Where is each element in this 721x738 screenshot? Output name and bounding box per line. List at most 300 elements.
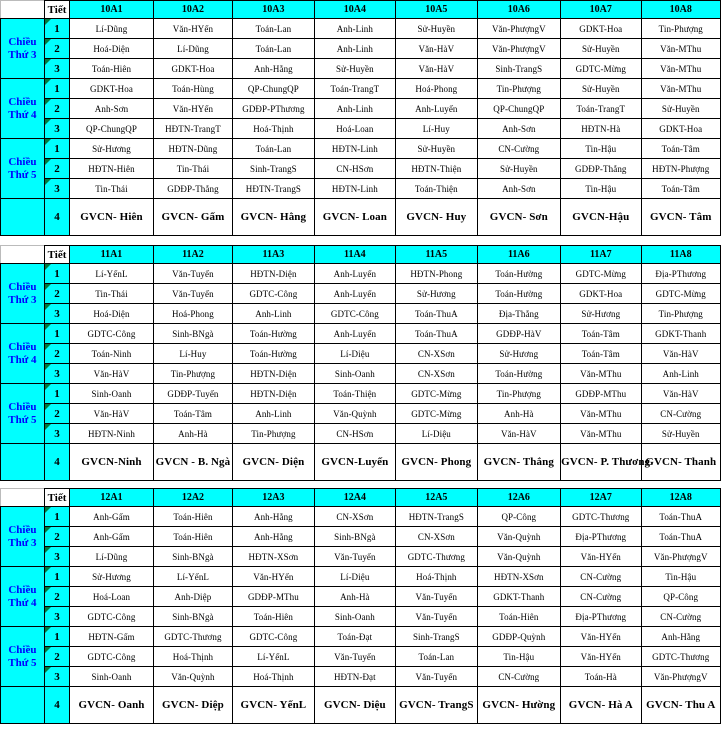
tiet-header: Tiết <box>44 246 69 264</box>
lesson-cell: GDĐP-PThương <box>233 99 314 119</box>
session-label-line: Thứ 3 <box>8 536 37 549</box>
class-header: 12A4 <box>314 489 395 507</box>
period-number: 1 <box>44 627 69 647</box>
lesson-cell: Toán-Tâm <box>153 404 232 424</box>
lesson-cell: Toán-ThuA <box>641 527 721 547</box>
lesson-row <box>1 119 721 139</box>
lesson-cell: Toán-Hiên <box>70 59 154 79</box>
lesson-cell: GDTC-Mừng <box>396 404 477 424</box>
lesson-cell: HĐTN-Dũng <box>153 139 232 159</box>
lesson-cell: Toán-Hường <box>233 344 314 364</box>
homeroom-cell: GVCN- YếnL <box>233 687 314 724</box>
lesson-cell: HĐTN-Ninh <box>70 424 154 444</box>
homeroom-cell: GVCN- Huy <box>396 199 477 236</box>
lesson-cell: Anh-Hằng <box>641 627 721 647</box>
lesson-cell: Anh-Gấm <box>70 507 154 527</box>
lesson-cell: Anh-Sơn <box>70 99 154 119</box>
lesson-cell: HĐTN-XSơn <box>233 547 314 567</box>
class-header: 10A4 <box>314 1 395 19</box>
lesson-cell: GDTC-Mừng <box>561 59 641 79</box>
lesson-cell: Toán-Lan <box>233 139 314 159</box>
lesson-cell: HĐTN-XSơn <box>477 567 561 587</box>
lesson-cell: Văn-Tuyến <box>153 264 232 284</box>
lesson-row <box>1 159 721 179</box>
period-number: 3 <box>44 667 69 687</box>
lesson-cell: Địa-PThương <box>641 264 721 284</box>
lesson-cell: HĐTN-Diện <box>233 264 314 284</box>
session-label <box>1 324 45 384</box>
session-label-line: Thứ 5 <box>8 168 37 181</box>
lesson-cell: GDTC-Mừng <box>396 384 477 404</box>
lesson-cell: Hoá-Phong <box>153 304 232 324</box>
lesson-row <box>1 627 721 647</box>
lesson-cell: Toán-Tâm <box>561 344 641 364</box>
lesson-cell: Toán-ThuA <box>396 304 477 324</box>
lesson-cell: Lí-Diệu <box>314 567 395 587</box>
lesson-cell: Toán-ThuA <box>641 507 721 527</box>
lesson-cell: Văn-HàV <box>477 424 561 444</box>
lesson-cell: Tin-Phượng <box>477 384 561 404</box>
lesson-row <box>1 19 721 39</box>
lesson-cell: Sinh-BNgà <box>153 324 232 344</box>
lesson-cell: Toán-Tâm <box>641 139 721 159</box>
homeroom-cell: GVCN- Gấm <box>153 199 232 236</box>
lesson-cell: Toán-Tâm <box>561 324 641 344</box>
lesson-cell: Địa-PThương <box>561 607 641 627</box>
lesson-cell: Tin-Hậu <box>561 139 641 159</box>
lesson-cell: Anh-Linh <box>233 404 314 424</box>
lesson-cell: GDĐP-MThu <box>561 384 641 404</box>
lesson-cell: Toán-ThuA <box>396 324 477 344</box>
corner-cell <box>1 489 45 507</box>
lesson-cell: GDTC-Công <box>314 304 395 324</box>
lesson-cell: Tin-Thái <box>70 284 154 304</box>
lesson-cell: CN-Cường <box>477 139 561 159</box>
lesson-cell: Toán-Hùng <box>153 79 232 99</box>
lesson-row <box>1 139 721 159</box>
lesson-cell: HĐTN-Đạt <box>314 667 395 687</box>
lesson-row <box>1 39 721 59</box>
class-header: 11A4 <box>314 246 395 264</box>
lesson-cell: Tin-Hậu <box>477 647 561 667</box>
lesson-cell: Tin-Thái <box>153 159 232 179</box>
lesson-cell: Anh-Diệp <box>153 587 232 607</box>
lesson-cell: HĐTN-Hà <box>561 119 641 139</box>
header-row <box>1 1 721 19</box>
lesson-cell: GDĐP-HàV <box>477 324 561 344</box>
lesson-cell: Hoá-Diện <box>70 39 154 59</box>
lesson-row <box>1 547 721 567</box>
lesson-cell: QP-ChungQP <box>477 99 561 119</box>
lesson-cell: Hoá-Thịnh <box>233 119 314 139</box>
lesson-cell: Lí-Dũng <box>70 547 154 567</box>
homeroom-row <box>1 199 721 236</box>
period-number: 3 <box>44 119 69 139</box>
period-number: 3 <box>44 424 69 444</box>
lesson-cell: Tin-Phượng <box>233 424 314 444</box>
lesson-cell: Hoá-Thịnh <box>153 647 232 667</box>
lesson-cell: Sinh-Oanh <box>70 384 154 404</box>
lesson-cell: Toán-Hiên <box>477 607 561 627</box>
lesson-cell: Văn-Tuyến <box>314 647 395 667</box>
lesson-row <box>1 667 721 687</box>
lesson-row <box>1 587 721 607</box>
lesson-cell: Hoá-Diện <box>70 304 154 324</box>
tiet-header: Tiết <box>44 489 69 507</box>
lesson-cell: Văn-HYến <box>561 547 641 567</box>
class-header: 10A1 <box>70 1 154 19</box>
class-header: 12A5 <box>396 489 477 507</box>
lesson-cell: Toán-Tâm <box>641 179 721 199</box>
lesson-row <box>1 59 721 79</box>
lesson-cell: Toán-Thiện <box>314 384 395 404</box>
lesson-cell: Văn-MThu <box>561 424 641 444</box>
timetable-block-1 <box>0 0 721 236</box>
period-number: 2 <box>44 587 69 607</box>
period-number: 2 <box>44 344 69 364</box>
class-header: 11A5 <box>396 246 477 264</box>
lesson-cell: QP-Công <box>641 587 721 607</box>
lesson-cell: GDĐP-Quỳnh <box>477 627 561 647</box>
lesson-cell: Toán-Lan <box>396 647 477 667</box>
session-label <box>1 139 45 199</box>
homeroom-row <box>1 687 721 724</box>
lesson-cell: CN-HSơn <box>314 159 395 179</box>
lesson-cell: Văn-PhượngV <box>641 547 721 567</box>
session-label <box>1 444 45 481</box>
lesson-cell: Hoá-Phong <box>396 79 477 99</box>
lesson-cell: Lí-Huy <box>396 119 477 139</box>
lesson-cell: CN-XSơn <box>396 364 477 384</box>
timetable-block-2 <box>0 245 721 481</box>
lesson-cell: Văn-MThu <box>641 39 721 59</box>
lesson-row <box>1 364 721 384</box>
lesson-cell: HĐTN-Hiên <box>70 159 154 179</box>
lesson-cell: Toán-Đạt <box>314 627 395 647</box>
lesson-cell: Sử-Hương <box>561 304 641 324</box>
session-label <box>1 199 45 236</box>
lesson-cell: Văn-PhượngV <box>477 39 561 59</box>
lesson-row <box>1 567 721 587</box>
lesson-cell: GDKT-Hoa <box>153 59 232 79</box>
lesson-cell: Sử-Huyền <box>396 19 477 39</box>
corner-cell <box>1 246 45 264</box>
lesson-cell: Văn-HàV <box>396 39 477 59</box>
lesson-cell: Toán-TrangT <box>561 99 641 119</box>
period-number: 1 <box>44 19 69 39</box>
lesson-row <box>1 424 721 444</box>
period-number: 2 <box>44 527 69 547</box>
class-header: 10A5 <box>396 1 477 19</box>
lesson-cell: Anh-Hà <box>153 424 232 444</box>
session-label <box>1 384 45 444</box>
lesson-cell: Anh-Hà <box>477 404 561 424</box>
lesson-cell: Địa-PThương <box>561 527 641 547</box>
lesson-cell: GDTC-Công <box>70 324 154 344</box>
lesson-cell: Anh-Luyến <box>314 264 395 284</box>
lesson-cell: CN-XSơn <box>396 344 477 364</box>
session-label-line: Chiều <box>8 643 37 656</box>
lesson-cell: Lí-YếnL <box>70 264 154 284</box>
lesson-cell: GDTC-Công <box>70 607 154 627</box>
lesson-cell: Văn-Quỳnh <box>153 667 232 687</box>
period-number: 1 <box>44 139 69 159</box>
header-row <box>1 489 721 507</box>
lesson-cell: GDTC-Thương <box>641 647 721 667</box>
session-label-line: Thứ 5 <box>8 656 37 669</box>
lesson-cell: Văn-HàV <box>70 364 154 384</box>
period-number: 1 <box>44 324 69 344</box>
lesson-row <box>1 264 721 284</box>
lesson-cell: Anh-Gấm <box>70 527 154 547</box>
lesson-cell: GDĐP-MThu <box>233 587 314 607</box>
lesson-cell: Toán-TrangT <box>314 79 395 99</box>
lesson-cell: Văn-Quỳnh <box>477 547 561 567</box>
lesson-cell: Lí-YếnL <box>233 647 314 667</box>
lesson-cell: GDKT-Thanh <box>641 324 721 344</box>
lesson-row <box>1 507 721 527</box>
homeroom-cell: GVCN- Hiên <box>70 199 154 236</box>
lesson-cell: Văn-MThu <box>561 364 641 384</box>
class-header: 10A2 <box>153 1 232 19</box>
lesson-cell: QP-ChungQP <box>233 79 314 99</box>
lesson-cell: Anh-Luyến <box>314 324 395 344</box>
session-label-line: Chiều <box>8 340 37 353</box>
lesson-cell: Anh-Linh <box>314 19 395 39</box>
session-label-line: Chiều <box>8 35 37 48</box>
lesson-cell: GDTC-Công <box>233 627 314 647</box>
homeroom-cell: GVCN-Hậu <box>561 199 641 236</box>
lesson-cell: Sử-Hương <box>477 344 561 364</box>
class-header: 12A3 <box>233 489 314 507</box>
lesson-row <box>1 324 721 344</box>
lesson-cell: GDTC-Công <box>233 284 314 304</box>
timetable-table <box>0 488 721 724</box>
lesson-cell: Anh-Hằng <box>233 59 314 79</box>
period-number: 4 <box>44 444 69 481</box>
lesson-cell: Toán-Lan <box>233 39 314 59</box>
class-header: 12A6 <box>477 489 561 507</box>
lesson-cell: GDTC-Thương <box>153 627 232 647</box>
lesson-cell: Tin-Hậu <box>641 567 721 587</box>
lesson-cell: Văn-MThu <box>561 404 641 424</box>
session-label <box>1 79 45 139</box>
lesson-cell: Văn-HàV <box>641 384 721 404</box>
lesson-cell: Sinh-TrangS <box>396 627 477 647</box>
session-label <box>1 687 45 724</box>
lesson-cell: Lí-Dũng <box>70 19 154 39</box>
session-label-line: Thứ 3 <box>8 293 37 306</box>
lesson-cell: Toán-Hà <box>561 667 641 687</box>
homeroom-row <box>1 444 721 481</box>
homeroom-cell: GVCN- Diện <box>233 444 314 481</box>
lesson-cell: HĐTN-TrangS <box>233 179 314 199</box>
header-row <box>1 246 721 264</box>
lesson-cell: Anh-Linh <box>233 304 314 324</box>
lesson-row <box>1 404 721 424</box>
lesson-cell: GDTC-Mừng <box>561 264 641 284</box>
lesson-cell: Hoá-Loan <box>314 119 395 139</box>
lesson-cell: Văn-HàV <box>641 344 721 364</box>
homeroom-cell: GVCN- Loan <box>314 199 395 236</box>
lesson-cell: Anh-Hằng <box>233 527 314 547</box>
lesson-cell: Anh-Hà <box>314 587 395 607</box>
period-number: 4 <box>44 199 69 236</box>
lesson-cell: Sinh-Oanh <box>70 667 154 687</box>
period-number: 2 <box>44 647 69 667</box>
lesson-cell: Tin-Hậu <box>561 179 641 199</box>
lesson-cell: Anh-Linh <box>314 99 395 119</box>
lesson-cell: CN-Cường <box>477 667 561 687</box>
lesson-cell: Toán-Lan <box>233 19 314 39</box>
class-header: 10A7 <box>561 1 641 19</box>
lesson-cell: CN-HSơn <box>314 424 395 444</box>
lesson-cell: Văn-HàV <box>396 59 477 79</box>
period-number: 2 <box>44 159 69 179</box>
lesson-cell: Văn-PhượngV <box>477 19 561 39</box>
period-number: 1 <box>44 384 69 404</box>
lesson-row <box>1 284 721 304</box>
lesson-cell: Lí-Huy <box>153 344 232 364</box>
homeroom-cell: GVCN- Thắng <box>477 444 561 481</box>
lesson-cell: Lí-Diệu <box>314 344 395 364</box>
homeroom-cell: GVCN- Diệu <box>314 687 395 724</box>
homeroom-cell: GVCN- Tâm <box>641 199 721 236</box>
lesson-cell: Tin-Phượng <box>641 19 721 39</box>
class-header: 12A1 <box>70 489 154 507</box>
lesson-cell: Văn-HYến <box>153 19 232 39</box>
lesson-cell: HĐTN-Gấm <box>70 627 154 647</box>
period-number: 3 <box>44 607 69 627</box>
lesson-cell: GDĐP-Thắng <box>561 159 641 179</box>
homeroom-cell: GVCN- Thu A <box>641 687 721 724</box>
class-header: 12A2 <box>153 489 232 507</box>
lesson-cell: Hoá-Thịnh <box>396 567 477 587</box>
lesson-cell: Văn-Quỳnh <box>477 527 561 547</box>
lesson-cell: GDTC-Thương <box>396 547 477 567</box>
homeroom-cell: GVCN- TrangS <box>396 687 477 724</box>
lesson-cell: Lí-Dũng <box>153 39 232 59</box>
class-header: 11A1 <box>70 246 154 264</box>
tiet-header: Tiết <box>44 1 69 19</box>
lesson-cell: Sử-Huyền <box>477 159 561 179</box>
lesson-cell: Anh-Sơn <box>477 119 561 139</box>
lesson-cell: Sử-Huyền <box>314 59 395 79</box>
period-number: 1 <box>44 507 69 527</box>
lesson-cell: GDKT-Thanh <box>477 587 561 607</box>
lesson-row <box>1 179 721 199</box>
lesson-cell: Anh-Luyến <box>396 99 477 119</box>
lesson-cell: Văn-Tuyến <box>153 284 232 304</box>
lesson-cell: Sử-Hương <box>70 139 154 159</box>
lesson-cell: Văn-HàV <box>70 404 154 424</box>
period-number: 3 <box>44 547 69 567</box>
lesson-cell: HĐTN-Diện <box>233 384 314 404</box>
lesson-cell: Tin-Thái <box>70 179 154 199</box>
lesson-cell: Sinh-TrangS <box>477 59 561 79</box>
lesson-cell: Toán-Hường <box>477 264 561 284</box>
lesson-cell: CN-Cường <box>561 567 641 587</box>
lesson-cell: Sử-Huyền <box>561 79 641 99</box>
lesson-cell: Tin-Phượng <box>477 79 561 99</box>
lesson-cell: GDTC-Thương <box>561 507 641 527</box>
lesson-cell: Anh-Linh <box>641 364 721 384</box>
lesson-cell: CN-XSơn <box>314 507 395 527</box>
lesson-cell: QP-Công <box>477 507 561 527</box>
homeroom-cell: GVCN- Oanh <box>70 687 154 724</box>
class-header: 11A7 <box>561 246 641 264</box>
session-label-line: Chiều <box>8 155 37 168</box>
lesson-cell: Văn-HYến <box>561 627 641 647</box>
lesson-cell: GDTC-Công <box>70 647 154 667</box>
lesson-cell: Hoá-Loan <box>70 587 154 607</box>
session-label-line: Chiều <box>8 95 37 108</box>
lesson-cell: Sinh-BNgà <box>153 607 232 627</box>
lesson-cell: Văn-Tuyến <box>314 547 395 567</box>
period-number: 1 <box>44 264 69 284</box>
class-header: 10A3 <box>233 1 314 19</box>
class-header: 11A8 <box>641 246 721 264</box>
session-label <box>1 19 45 79</box>
period-number: 2 <box>44 404 69 424</box>
lesson-cell: Sử-Huyền <box>641 99 721 119</box>
lesson-cell: Anh-Linh <box>314 39 395 59</box>
session-label-line: Thứ 5 <box>8 413 37 426</box>
session-label-line: Chiều <box>8 280 37 293</box>
class-header: 12A8 <box>641 489 721 507</box>
lesson-cell: Sinh-BNgà <box>314 527 395 547</box>
homeroom-cell: GVCN- Hà A <box>561 687 641 724</box>
lesson-cell: GDKT-Hoa <box>70 79 154 99</box>
corner-cell <box>1 1 45 19</box>
lesson-cell: HĐTN-Linh <box>314 139 395 159</box>
lesson-cell: HĐTN-TrangT <box>153 119 232 139</box>
homeroom-cell: GVCN - B. Ngà <box>153 444 232 481</box>
session-label <box>1 507 45 567</box>
homeroom-cell: GVCN- Phong <box>396 444 477 481</box>
homeroom-cell: GVCN-Ninh <box>70 444 154 481</box>
lesson-cell: Toán-Hiên <box>233 607 314 627</box>
period-number: 1 <box>44 567 69 587</box>
lesson-cell: Sử-Huyền <box>641 424 721 444</box>
homeroom-cell: GVCN- Diệp <box>153 687 232 724</box>
lesson-cell: QP-ChungQP <box>70 119 154 139</box>
lesson-cell: Văn-HYến <box>561 647 641 667</box>
session-label-line: Chiều <box>8 583 37 596</box>
lesson-row <box>1 527 721 547</box>
lesson-cell: CN-Cường <box>641 404 721 424</box>
period-number: 3 <box>44 304 69 324</box>
lesson-cell: HĐTN-Phượng <box>641 159 721 179</box>
homeroom-cell: GVCN- Sơn <box>477 199 561 236</box>
lesson-cell: Địa-Thắng <box>477 304 561 324</box>
session-label <box>1 567 45 627</box>
lesson-cell: Sinh-TrangS <box>233 159 314 179</box>
session-label-line: Thứ 4 <box>8 108 37 121</box>
period-number: 3 <box>44 179 69 199</box>
lesson-cell: Toán-Hiên <box>153 527 232 547</box>
timetable-block-3 <box>0 488 721 724</box>
lesson-cell: Văn-MThu <box>641 79 721 99</box>
class-header: 12A7 <box>561 489 641 507</box>
period-number: 2 <box>44 284 69 304</box>
lesson-cell: Anh-Luyến <box>314 284 395 304</box>
lesson-cell: Sinh-Oanh <box>314 364 395 384</box>
lesson-cell: Tin-Phượng <box>153 364 232 384</box>
lesson-cell: Sử-Hương <box>396 284 477 304</box>
lesson-cell: GDTC-Mừng <box>641 284 721 304</box>
homeroom-cell: GVCN- P. Thương <box>561 444 641 481</box>
